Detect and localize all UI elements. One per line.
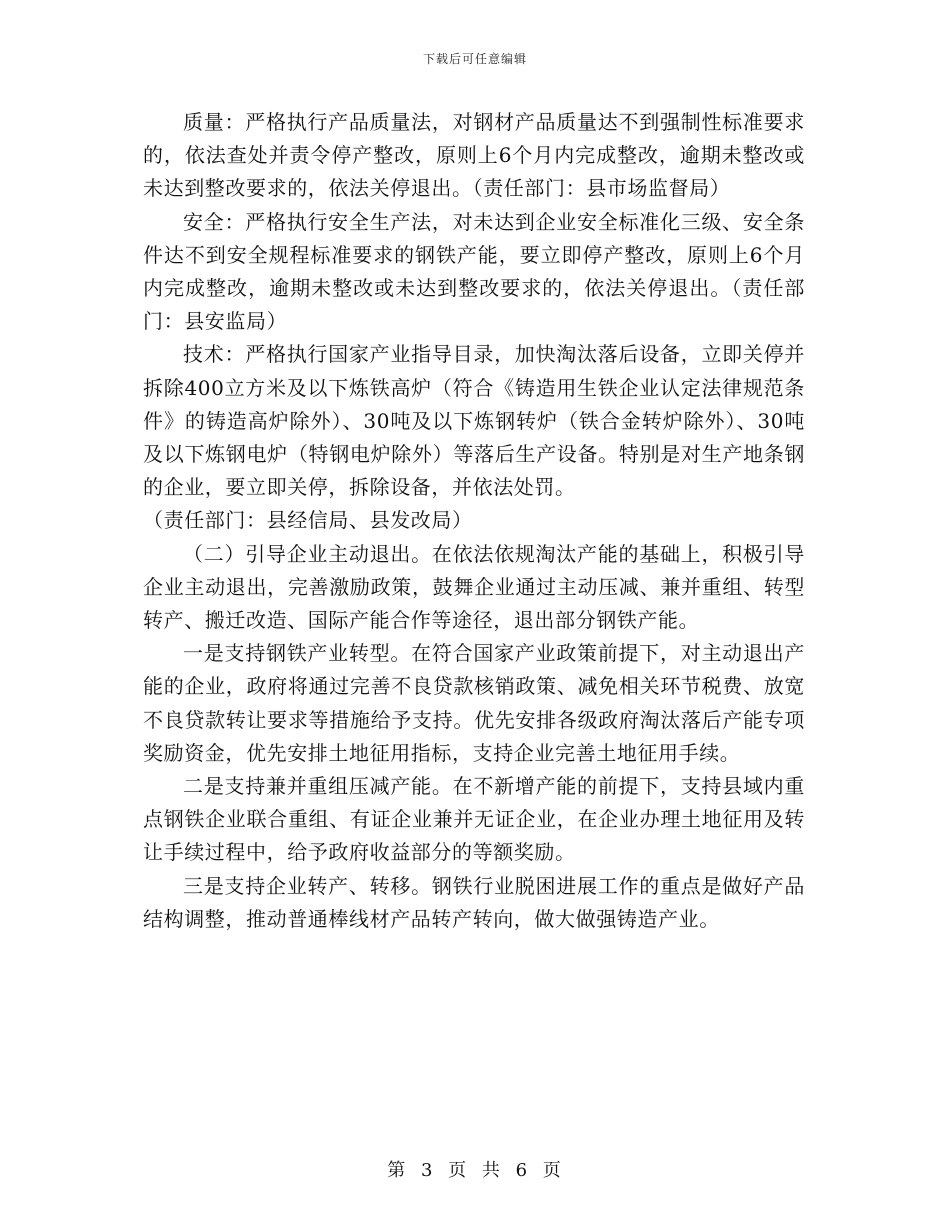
paragraph-technology: 技术：严格执行国家产业指导目录，加快淘汰落后设备，立即关停并拆除400立方米及以下炼铁高炉（符合《铸造用生铁企业认定法律规范条件》的铸造高炉除外）、30吨及以下炼钢转炉（铁合金转炉除外）、30吨及以下炼钢电炉（特钢电炉除外）等落后生产设备。特别是对生产地条钢的企业，要立即关停，拆除设备，并依法处罚。 (143, 342, 805, 500)
paragraph-support-transfer: 三是支持企业转产、转移。钢铁行业脱困进展工作的重点是做好产品结构调整，推动普通棒线材产品转产转向，做大做强铸造产业。 (143, 873, 805, 931)
paragraph-quality: 质量：严格执行产品质量法，对钢材产品质量达不到强制性标准要求的，依法查处并责令停产整改，原则上6个月内完成整改，逾期未整改或未达到整改要求的，依法关停退出。（责任部门：县市场监督局） (143, 110, 805, 201)
page-header: 下载后可任意编辑 (422, 52, 527, 66)
document-body (143, 106, 805, 936)
paragraph-support-transform: 一是支持钢铁产业转型。在符合国家产业政策前提下，对主动退出产能的企业，政府将通过完善不良贷款核销政策、减免相关环节税费、放宽不良贷款转让要求等措施给予支持。优先安排各级政府淘汰落后产能专项奖励资金，优先安排土地征用指标，支持企业完善土地征用手续。 (143, 641, 805, 765)
page-number-footer: 第 3 页 共 6 页 (387, 1160, 563, 1181)
paragraph-responsible-dept: （责任部门：县经信局、县发改局） (143, 508, 473, 533)
paragraph-support-merger: 二是支持兼并重组压减产能。在不新增产能的前提下，支持县域内重点钢铁企业联合重组、有证企业兼并无证企业，在企业办理土地征用及转让手续过程中，给予政府收益部分的等额奖励。 (143, 774, 805, 865)
paragraph-safety: 安全：严格执行安全生产法，对未达到企业安全标准化三级、安全条件达不到安全规程标准要求的钢铁产能，要立即停产整改，原则上6个月内完成整改，逾期未整改或未达到整改要求的，依法关停退出。（责任部门：县安监局） (143, 209, 805, 334)
paragraph-guide-exit: （二）引导企业主动退出。在依法依规淘汰产能的基础上，积极引导企业主动退出，完善激励政策，鼓舞企业通过主动压减、兼并重组、转型转产、搬迁改造、国际产能合作等途径，退出部分钢铁产能。 (143, 541, 805, 633)
